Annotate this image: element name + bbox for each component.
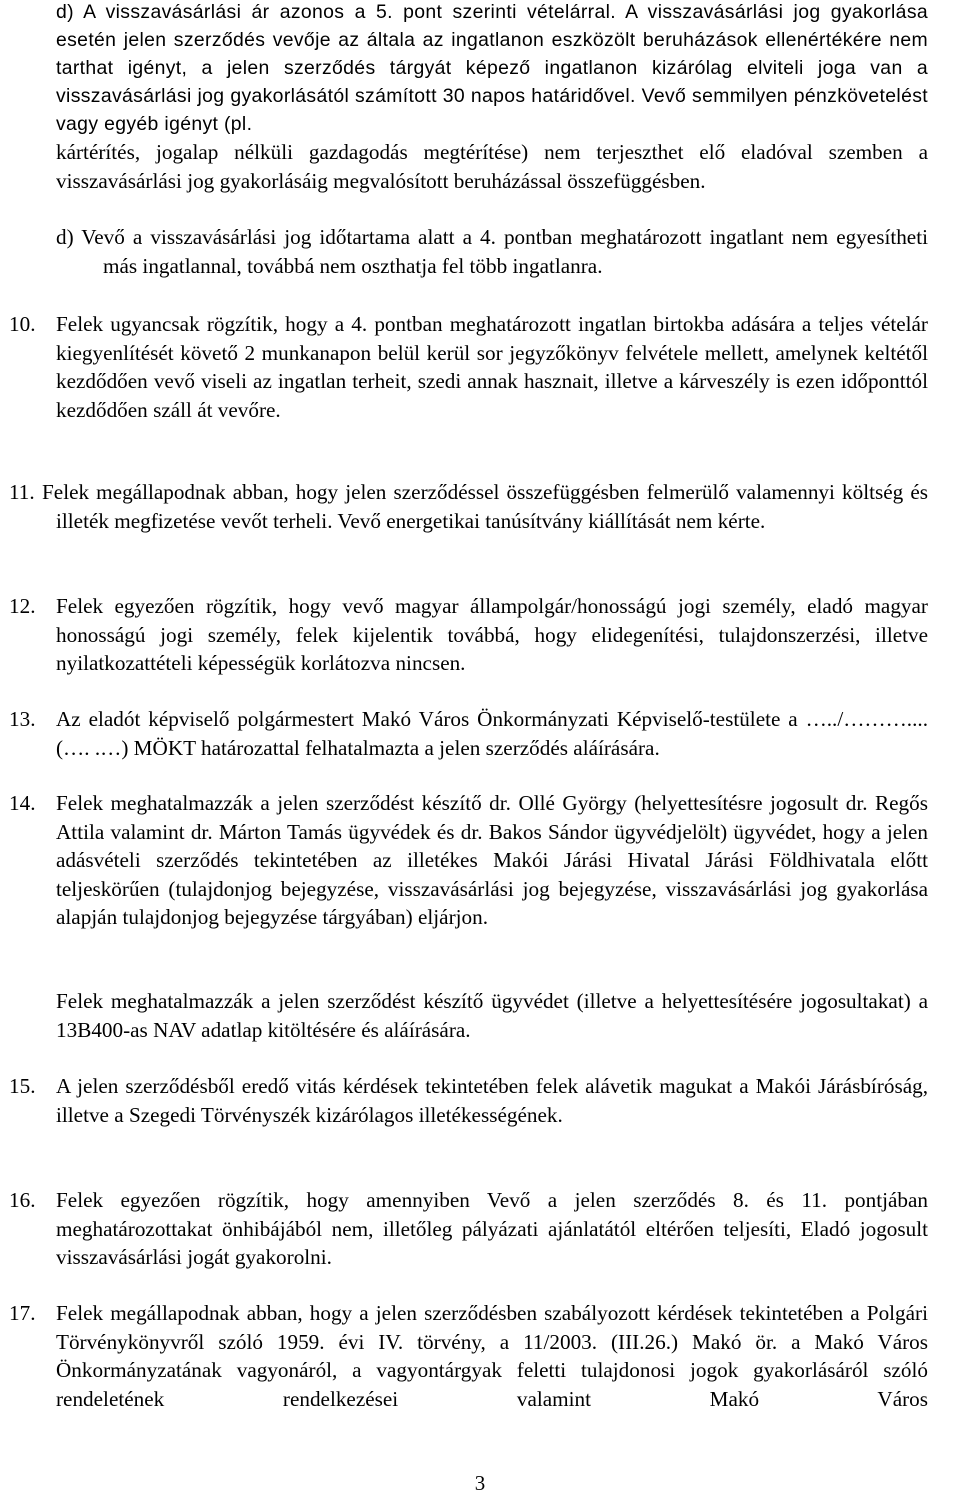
section-13: [56, 705, 928, 762]
section-10-text: Felek ugyancsak rögzítik, hogy a 4. pontban meghatározott ingatlan birtokba adására a teljes vételár kiegyenlítését követő 2 munkanapon belül kerül sor jegyzőkönyv felvétele mellett, amelynek keltétől kezdődően vevő viseli az ingatlan terheit, szedi annak hasznait, illetve a kárveszély is ezen időponttól kezdődően száll át vevőre.: [56, 312, 928, 422]
section-14b-text: Felek meghatalmazzák a jelen szerződést készítő ügyvédet (illetve a helyettesítésére jogosultakat) a 13B400-as NAV adatlap kitöltésére és aláírására.: [56, 989, 928, 1042]
section-number-13: 13.: [9, 707, 36, 731]
section-number-12: 12.: [9, 594, 36, 618]
section-number-10: 10.: [9, 312, 36, 336]
section-17-text: Felek megállapodnak abban, hogy a jelen szerződésben szabályozott kérdések tekintetében a Polgári Törvénykönyvről szóló 1959. évi IV. törvény, a 11/2003. (III.26.) Makó ör. a Makó Város Önkormányzatának vagyonáról, a vagyontárgyak feletti tulajdonosi jogok gyakorlásáról szóló rendeletének rendelkezései valamint Makó Város: [56, 1301, 928, 1411]
section-15: [56, 1072, 928, 1129]
section-15-text: A jelen szerződésből eredő vitás kérdések tekintetében felek alávetik magukat a Makói Járásbíróság, illetve a Szegedi Törvényszék kizárólagos illetékességének.: [56, 1074, 928, 1127]
paragraph-buyback-price: d) A visszavásárlási ár azonos a 5. pont szerinti vételárral. A visszavásárlási jog gyakorlása esetén jelen szerződés vevője az általa az ingatlanon eszközölt beruházások ellenértékére nem tarthat igényt, a jelen szerződés tárgyát képező ingatlanon kizárólag elviteli joga van a visszavásárlási jog gyakorlásától számított 30 napos határidővel. Vevő semmilyen pénzkövetelést vagy egyéb igényt (pl.: [56, 1, 928, 135]
section-14-text: Felek meghatalmazzák a jelen szerződést készítő dr. Ollé György (helyettesítésre jogosult dr. Regős Attila valamint dr. Márton Tamás ügyvédek és dr. Bakos Sándor ügyvédjelölt) ügyvédet, hogy a jelen adásvételi szerződés tekintetében az illetékes Makói Járási Hivatal Járási Földhivatala előtt teljeskörűen (tulajdonjog bejegyzése, visszavásárlási jog bejegyzése, visszavásárlási jog gyakorlása alapján tulajdonjog bejegyzése tárgyában) eljárjon.: [56, 791, 928, 930]
section-14-b: [56, 987, 928, 1044]
section-17: [56, 1299, 928, 1413]
clause-9-continuation: [56, 0, 928, 138]
section-16-text: Felek egyezően rögzítik, hogy amennyiben Vevő a jelen szerződés 8. és 11. pontjában meghatározottakat önhibájából nem, illetőleg pályázati ajánlatától eltérően teljesíti, Eladó jogosult visszavásárlási jogát gyakorolni.: [56, 1188, 928, 1270]
section-12: [56, 592, 928, 678]
section-14: [56, 789, 928, 932]
page-number: 3: [474, 1471, 486, 1495]
section-12-text: Felek egyezően rögzítik, hogy vevő magyar állampolgár/honosságú jogi személy, eladó magyar honosságú jogi személy, felek kijelentik továbbá, hogy elidegenítési, tulajdonszerzési, illetve nyilatkozattételi képességük korlátozva nincsen.: [56, 594, 928, 676]
section-number-17: 17.: [9, 1301, 36, 1325]
section-10: [56, 310, 928, 424]
section-number-16: 16.: [9, 1188, 36, 1212]
section-11-text: Felek megállapodnak abban, hogy jelen szerződéssel összefüggésben felmerülő valamennyi költség és illeték megfizetése vevőt terheli. Vevő energetikai tanúsítvány kiállítását nem kérte.: [42, 480, 928, 533]
section-16: [56, 1186, 928, 1272]
section-number-14: 14.: [9, 791, 36, 815]
clause-9-d: [56, 223, 928, 280]
paragraph-compensation: kártérítés, jogalap nélküli gazdagodás megtérítése) nem terjeszthet elő eladóval szemben a visszavásárlási jog gyakorlásáig megvalósított beruházással összefüggésben.: [56, 140, 928, 193]
section-11: [42, 478, 928, 535]
clause-9-continuation-serif: [56, 138, 928, 195]
section-number-11: 11.: [9, 480, 35, 504]
section-number-15: 15.: [9, 1074, 36, 1098]
paragraph-no-merge: d) Vevő a visszavásárlási jog időtartama alatt a 4. pontban meghatározott ingatlant nem egyesítheti más ingatlannal, továbbá nem oszthatja fel több ingatlanra.: [56, 225, 928, 278]
section-13-text: Az eladót képviselő polgármestert Makó Város Önkormányzati Képviselő-testülete a …../……….... (…. .…) MÖKT határozattal felhatalmazta a jelen szerződés aláírására.: [56, 707, 928, 760]
